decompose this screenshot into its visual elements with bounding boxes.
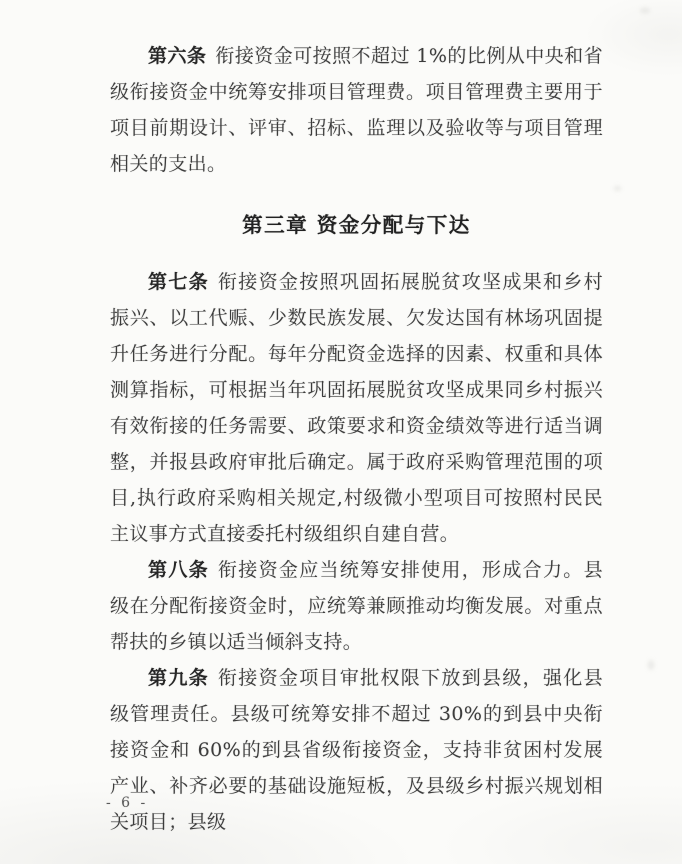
article-paragraph-7	[110, 264, 603, 552]
scan-artifact	[640, 8, 650, 13]
article-label-7: 第七条	[148, 271, 209, 293]
article-text-7: 衔接资金按照巩固拓展脱贫攻坚成果和乡村振兴、以工代赈、少数民族发展、欠发达国有林场巩固提升任务进行分配。每年分配资金选择的因素、权重和具体测算指标，可根据当年巩固拓展脱贫攻坚成果同乡村振兴有效衔接的任务需要、政策要求和资金绩效等进行适当调整，并报县政府审批后确定。属于政府采购管理范围的项目,执行政府采购相关规定,村级微小型项目可按照村民民主议事方式直接委托村级组织自建自营。	[110, 271, 604, 545]
article-text-8: 衔接资金应当统筹安排使用，形成合力。县级在分配衔接资金时，应统筹兼顾推动均衡发展。对重点帮扶的乡镇以适当倾斜支持。	[110, 559, 604, 653]
scan-artifact	[614, 186, 621, 191]
page-number: - 6 -	[106, 795, 149, 811]
article-text-6: 衔接资金可按照不超过 1%的比例从中央和省级衔接资金中统筹安排项目管理费。项目管理费主要用于项目前期设计、评审、招标、监理以及验收等与项目管理相关的支出。	[110, 45, 603, 175]
article-label-6: 第六条	[148, 45, 207, 67]
article-label-8: 第八条	[148, 559, 209, 581]
article-paragraph-8	[110, 552, 603, 660]
article-label-9: 第九条	[148, 667, 209, 689]
scan-artifact	[648, 660, 654, 670]
article-paragraph-9	[110, 660, 603, 840]
article-paragraph-6	[110, 38, 603, 182]
chapter-heading: 第三章 资金分配与下达	[242, 213, 471, 237]
article-text-9: 衔接资金项目审批权限下放到县级，强化县级管理责任。县级可统筹安排不超过 30%的到县中央衔接资金和 60%的到县省级衔接资金，支持非贫困村发展产业、补齐必要的基础设施短板，及县级乡村振兴规划相关项目；县级	[110, 667, 604, 833]
document-body	[110, 38, 603, 840]
